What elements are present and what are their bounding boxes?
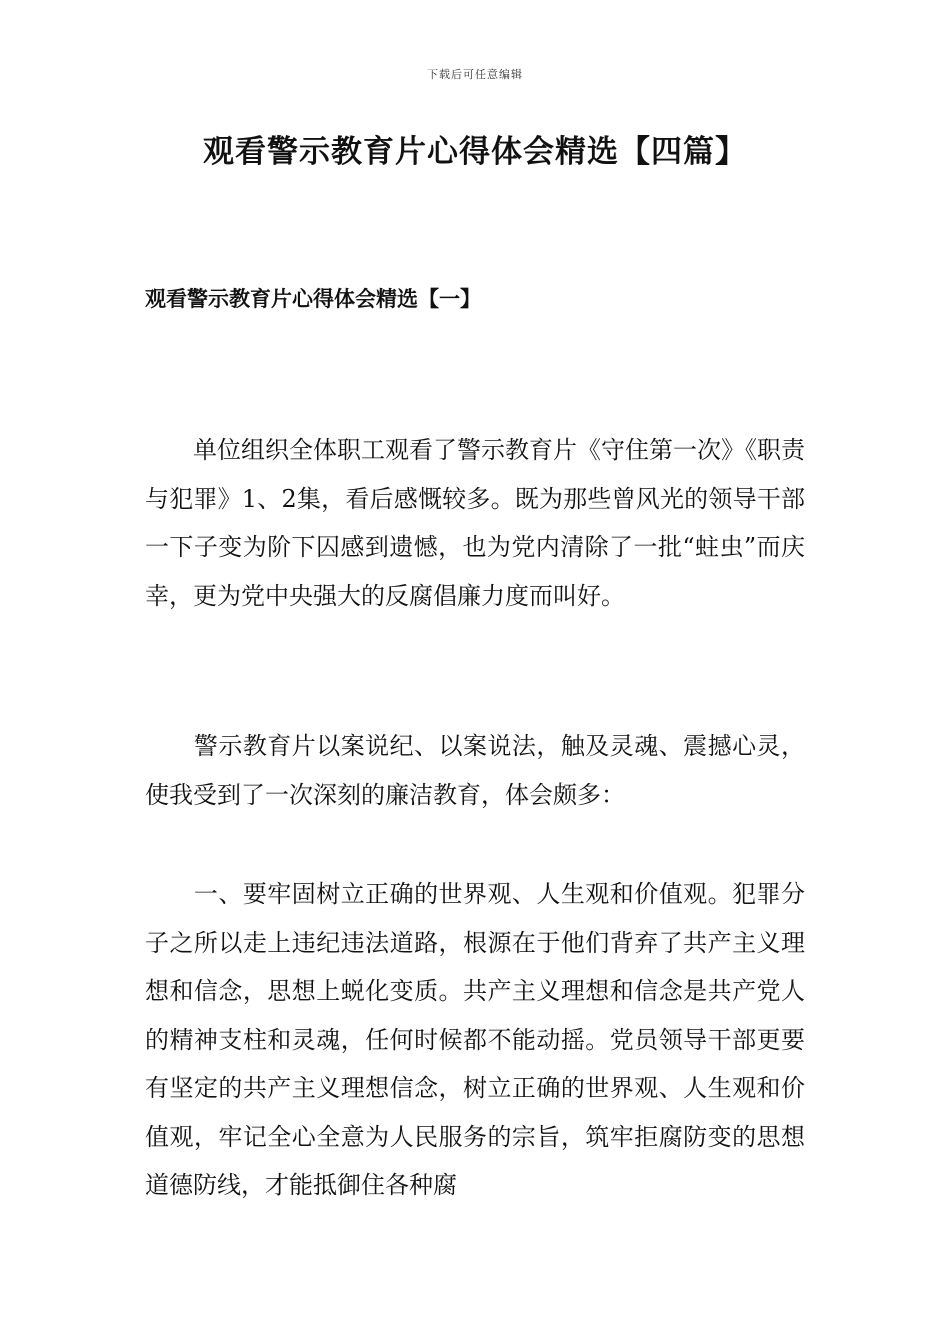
document-title: 观看警示教育片心得体会精选【四篇】	[203, 134, 747, 170]
paragraph-2: 警示教育片以案说纪、以案说法，触及灵魂、震撼心灵，使我受到了一次深刻的廉洁教育，体会颇多：	[145, 732, 805, 809]
paragraph-1: 单位组织全体职工观看了警示教育片《守住第一次》《职责与犯罪》1、2集，看后感慨较多。既为那些曾风光的领导干部一下子变为阶下囚感到遗憾，也为党内清除了一批“蛀虫”而庆幸，更为党中央强大的反腐倡廉力度而叫好。	[145, 436, 805, 610]
paragraph-3: 一、要牢固树立正确的世界观、人生观和价值观。犯罪分子之所以走上违纪违法道路，根源在于他们背弃了共产主义理想和信念，思想上蜕化变质。共产主义理想和信念是共产党人的精神支柱和灵魂，任何时候都不能动摇。党员领导干部更要有坚定的共产主义理想信念，树立正确的世界观、人生观和价值观，牢记全心全意为人民服务的宗旨，筑牢拒腐防变的思想道德防线，才能抵御住各种腐	[145, 880, 805, 1199]
section-title: 观看警示教育片心得体会精选【一】	[145, 286, 481, 311]
header-note: 下载后可任意编辑	[427, 68, 523, 81]
